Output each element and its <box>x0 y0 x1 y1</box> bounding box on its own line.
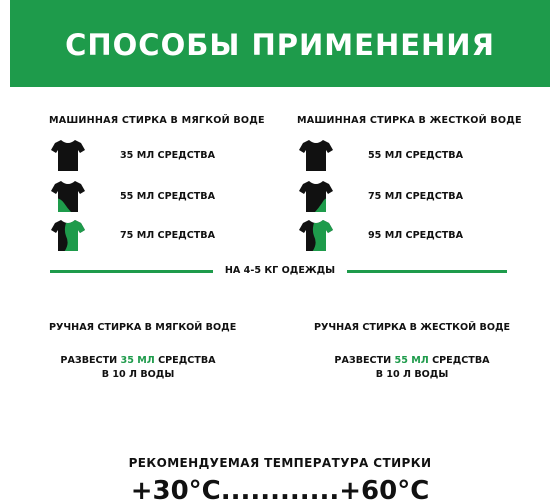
hand-soft-line-2: В 10 Л ВОДЫ <box>101 369 175 380</box>
tshirt-soiled-medium-icon <box>50 179 86 213</box>
tshirt-soiled-light-icon <box>298 138 334 172</box>
temperature-range: +30°C............+60°C <box>130 476 430 504</box>
page-title: СПОСОБЫ ПРИМЕНЕНИЯ <box>65 28 495 62</box>
divider-right <box>347 270 507 273</box>
tshirt-soiled-medium-icon <box>298 179 334 213</box>
tshirt-soiled-light-icon <box>50 138 86 172</box>
machine-hard-title: МАШИННАЯ СТИРКА В ЖЕСТКОЙ ВОДЕ <box>297 115 522 126</box>
temperature-title: РЕКОМЕНДУЕМАЯ ТЕМПЕРАТУРА СТИРКИ <box>128 456 432 470</box>
machine-hard-amount-1: 55 МЛ СРЕДСТВА <box>368 150 464 161</box>
hand-soft-instructions <box>28 354 248 382</box>
hand-soft-title: РУЧНАЯ СТИРКА В МЯГКОЙ ВОДЕ <box>49 322 237 333</box>
machine-soft-amount-3: 75 МЛ СРЕДСТВА <box>120 230 216 241</box>
hand-hard-instructions <box>302 354 522 382</box>
divider-left <box>50 270 213 273</box>
machine-soft-amount-2: 55 МЛ СРЕДСТВА <box>120 191 216 202</box>
hand-hard-dose: 55 МЛ <box>394 355 429 366</box>
load-note: НА 4-5 КГ ОДЕЖДЫ <box>224 265 336 276</box>
hand-soft-dose: 35 МЛ <box>120 355 155 366</box>
hand-hard-title: РУЧНАЯ СТИРКА В ЖЕСТКОЙ ВОДЕ <box>314 322 511 333</box>
tshirt-soiled-heavy-icon <box>298 218 334 252</box>
machine-soft-title: МАШИННАЯ СТИРКА В МЯГКОЙ ВОДЕ <box>49 115 265 126</box>
machine-soft-amount-1: 35 МЛ СРЕДСТВА <box>120 150 216 161</box>
machine-hard-amount-2: 75 МЛ СРЕДСТВА <box>368 191 464 202</box>
hand-soft-line-1: РАЗВЕСТИ 35 МЛ СРЕДСТВА <box>60 355 216 366</box>
tshirt-soiled-heavy-icon <box>50 218 86 252</box>
hand-hard-line-2: В 10 Л ВОДЫ <box>375 369 449 380</box>
header-banner <box>10 0 550 87</box>
machine-hard-amount-3: 95 МЛ СРЕДСТВА <box>368 230 464 241</box>
hand-hard-line-1: РАЗВЕСТИ 55 МЛ СРЕДСТВА <box>334 355 490 366</box>
